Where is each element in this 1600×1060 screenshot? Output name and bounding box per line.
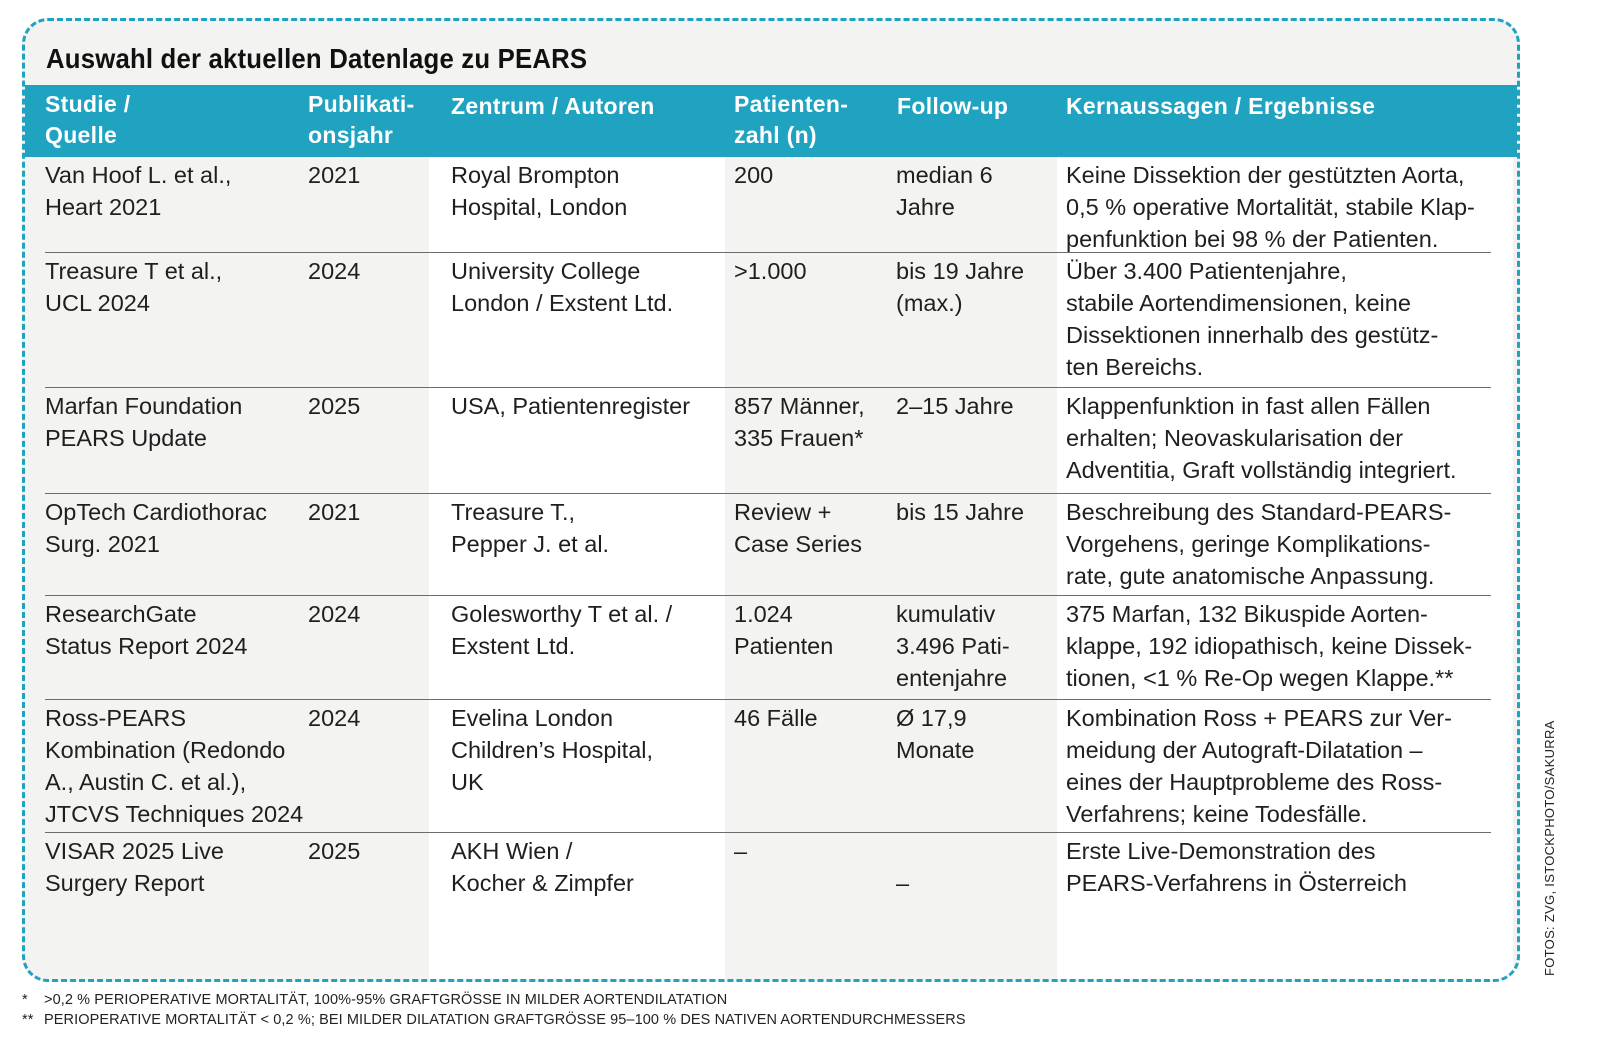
- table-row: [45, 700, 1491, 833]
- header-studie: Studie / Quelle: [45, 91, 131, 148]
- cell-zentrum: AKH Wien / Kocher & Zimpfer: [451, 838, 634, 896]
- data-table-panel: [22, 18, 1520, 982]
- cell-patientenzahl: Review + Case Series: [734, 499, 862, 557]
- cell-patientenzahl: 200: [734, 162, 774, 188]
- cell-zentrum: Evelina London Children’s Hospital, UK: [451, 705, 654, 795]
- table-row: [45, 157, 1491, 253]
- header-kernaussagen: Kernaussagen / Ergebnisse: [1066, 93, 1376, 119]
- cell-follow-up: median 6 Jahre: [896, 162, 993, 220]
- table-row: [45, 494, 1491, 596]
- footnotes: [22, 990, 966, 1030]
- cell-kernaussagen: Beschreibung des Standard-PEARS- Vorgehens, geringe Komplikations- rate, gute anatomische Anpassung.: [1066, 499, 1452, 589]
- footnote-2: [22, 1010, 966, 1030]
- cell-follow-up: kumulativ 3.496 Pati- entenjahre: [896, 601, 1010, 691]
- photo-credit: FOTOS: ZVG, ISTOCKPHOTO/SAKURRA: [1542, 720, 1557, 976]
- cell-kernaussagen: 375 Marfan, 132 Bikuspide Aorten- klappe, 192 idiopathisch, keine Dissek- tionen, <1 % Re-Op wegen Klappe.**: [1066, 601, 1473, 691]
- cell-jahr: 2021: [308, 499, 361, 525]
- table-header-row: [25, 85, 1517, 157]
- cell-studie: Ross-PEARS Kombination (Redondo A., Austin C. et al.), JTCVS Techniques 2024: [45, 705, 304, 827]
- cell-studie: Van Hoof L. et al., Heart 2021: [45, 162, 232, 220]
- cell-kernaussagen: Klappenfunktion in fast allen Fällen erhalten; Neovaskularisation der Adventitia, Graft vollständig integriert.: [1066, 393, 1457, 483]
- cell-follow-up: –: [896, 870, 910, 896]
- cell-follow-up: 2–15 Jahre: [896, 393, 1014, 419]
- table-row: [45, 253, 1491, 388]
- cell-jahr: 2021: [308, 162, 361, 188]
- cell-studie: Treasure T et al., UCL 2024: [45, 258, 223, 316]
- header-publikationsjahr: Publikati- onsjahr: [308, 91, 415, 148]
- cell-studie: ResearchGate Status Report 2024: [45, 601, 248, 659]
- table-title: Auswahl der aktuellen Datenlage zu PEARS: [46, 43, 588, 74]
- cell-patientenzahl: 46 Fälle: [734, 705, 818, 731]
- header-follow-up: Follow-up: [897, 93, 1009, 119]
- header-patientenzahl: Patienten- zahl (n): [734, 91, 849, 148]
- table-row: [45, 596, 1491, 700]
- cell-studie: OpTech Cardiothorac Surg. 2021: [45, 499, 268, 557]
- cell-studie: Marfan Foundation PEARS Update: [45, 393, 243, 451]
- cell-jahr: 2024: [308, 601, 361, 627]
- cell-follow-up: Ø 17,9 Monate: [896, 705, 975, 763]
- cell-kernaussagen: Keine Dissektion der gestützten Aorta, 0,5 % operative Mortalität, stabile Klap- penfunktion bei 98 % der Patienten.: [1066, 162, 1475, 252]
- cell-follow-up: bis 15 Jahre: [896, 499, 1025, 525]
- cell-kernaussagen: Erste Live-Demonstration des PEARS-Verfahrens in Österreich: [1066, 838, 1407, 896]
- cell-jahr: 2025: [308, 838, 361, 864]
- footnote-1: [22, 990, 966, 1010]
- cell-kernaussagen: Über 3.400 Patientenjahre, stabile Aortendimensionen, keine Dissektionen innerhalb des gestütz- ten Bereichs.: [1066, 258, 1439, 380]
- cell-kernaussagen: Kombination Ross + PEARS zur Ver- meidung der Autograft-Dilatation – eines der Hauptprobleme des Ross- Verfahrens; keine Todesfälle.: [1066, 705, 1452, 827]
- cell-follow-up: bis 19 Jahre (max.): [896, 258, 1025, 316]
- cell-patientenzahl: >1.000: [734, 258, 807, 284]
- cell-studie: VISAR 2025 Live Surgery Report: [45, 838, 224, 896]
- cell-patientenzahl: 857 Männer, 335 Frauen*: [734, 393, 865, 451]
- cell-zentrum: Treasure T., Pepper J. et al.: [451, 499, 610, 557]
- cell-patientenzahl: 1.024 Patienten: [734, 601, 834, 659]
- header-zentrum: Zentrum / Autoren: [451, 93, 655, 119]
- cell-zentrum: University College London / Exstent Ltd.: [451, 258, 674, 316]
- footnote-mark: *: [22, 992, 28, 1008]
- footnote-text: PERIOPERATIVE MORTALITÄT < 0,2 %; BEI MILDER DILATATION GRAFTGRÖSSE 95–100 % DES NATIVEN AORTENDURCHMESSERS: [44, 1012, 966, 1028]
- table-row: [45, 388, 1491, 494]
- footnote-mark: **: [22, 1012, 34, 1028]
- footnote-text: >0,2 % PERIOPERATIVE MORTALITÄT, 100%-95% GRAFTGRÖSSE IN MILDER AORTENDILATATION: [44, 992, 728, 1008]
- cell-jahr: 2025: [308, 393, 361, 419]
- table-row: [45, 833, 1491, 982]
- cell-zentrum: USA, Patientenregister: [451, 393, 691, 419]
- cell-zentrum: Royal Brompton Hospital, London: [451, 162, 628, 220]
- cell-jahr: 2024: [308, 705, 361, 731]
- cell-patientenzahl: –: [734, 838, 748, 864]
- data-table: [25, 85, 1517, 982]
- cell-zentrum: Golesworthy T et al. / Exstent Ltd.: [451, 601, 673, 659]
- cell-jahr: 2024: [308, 258, 361, 284]
